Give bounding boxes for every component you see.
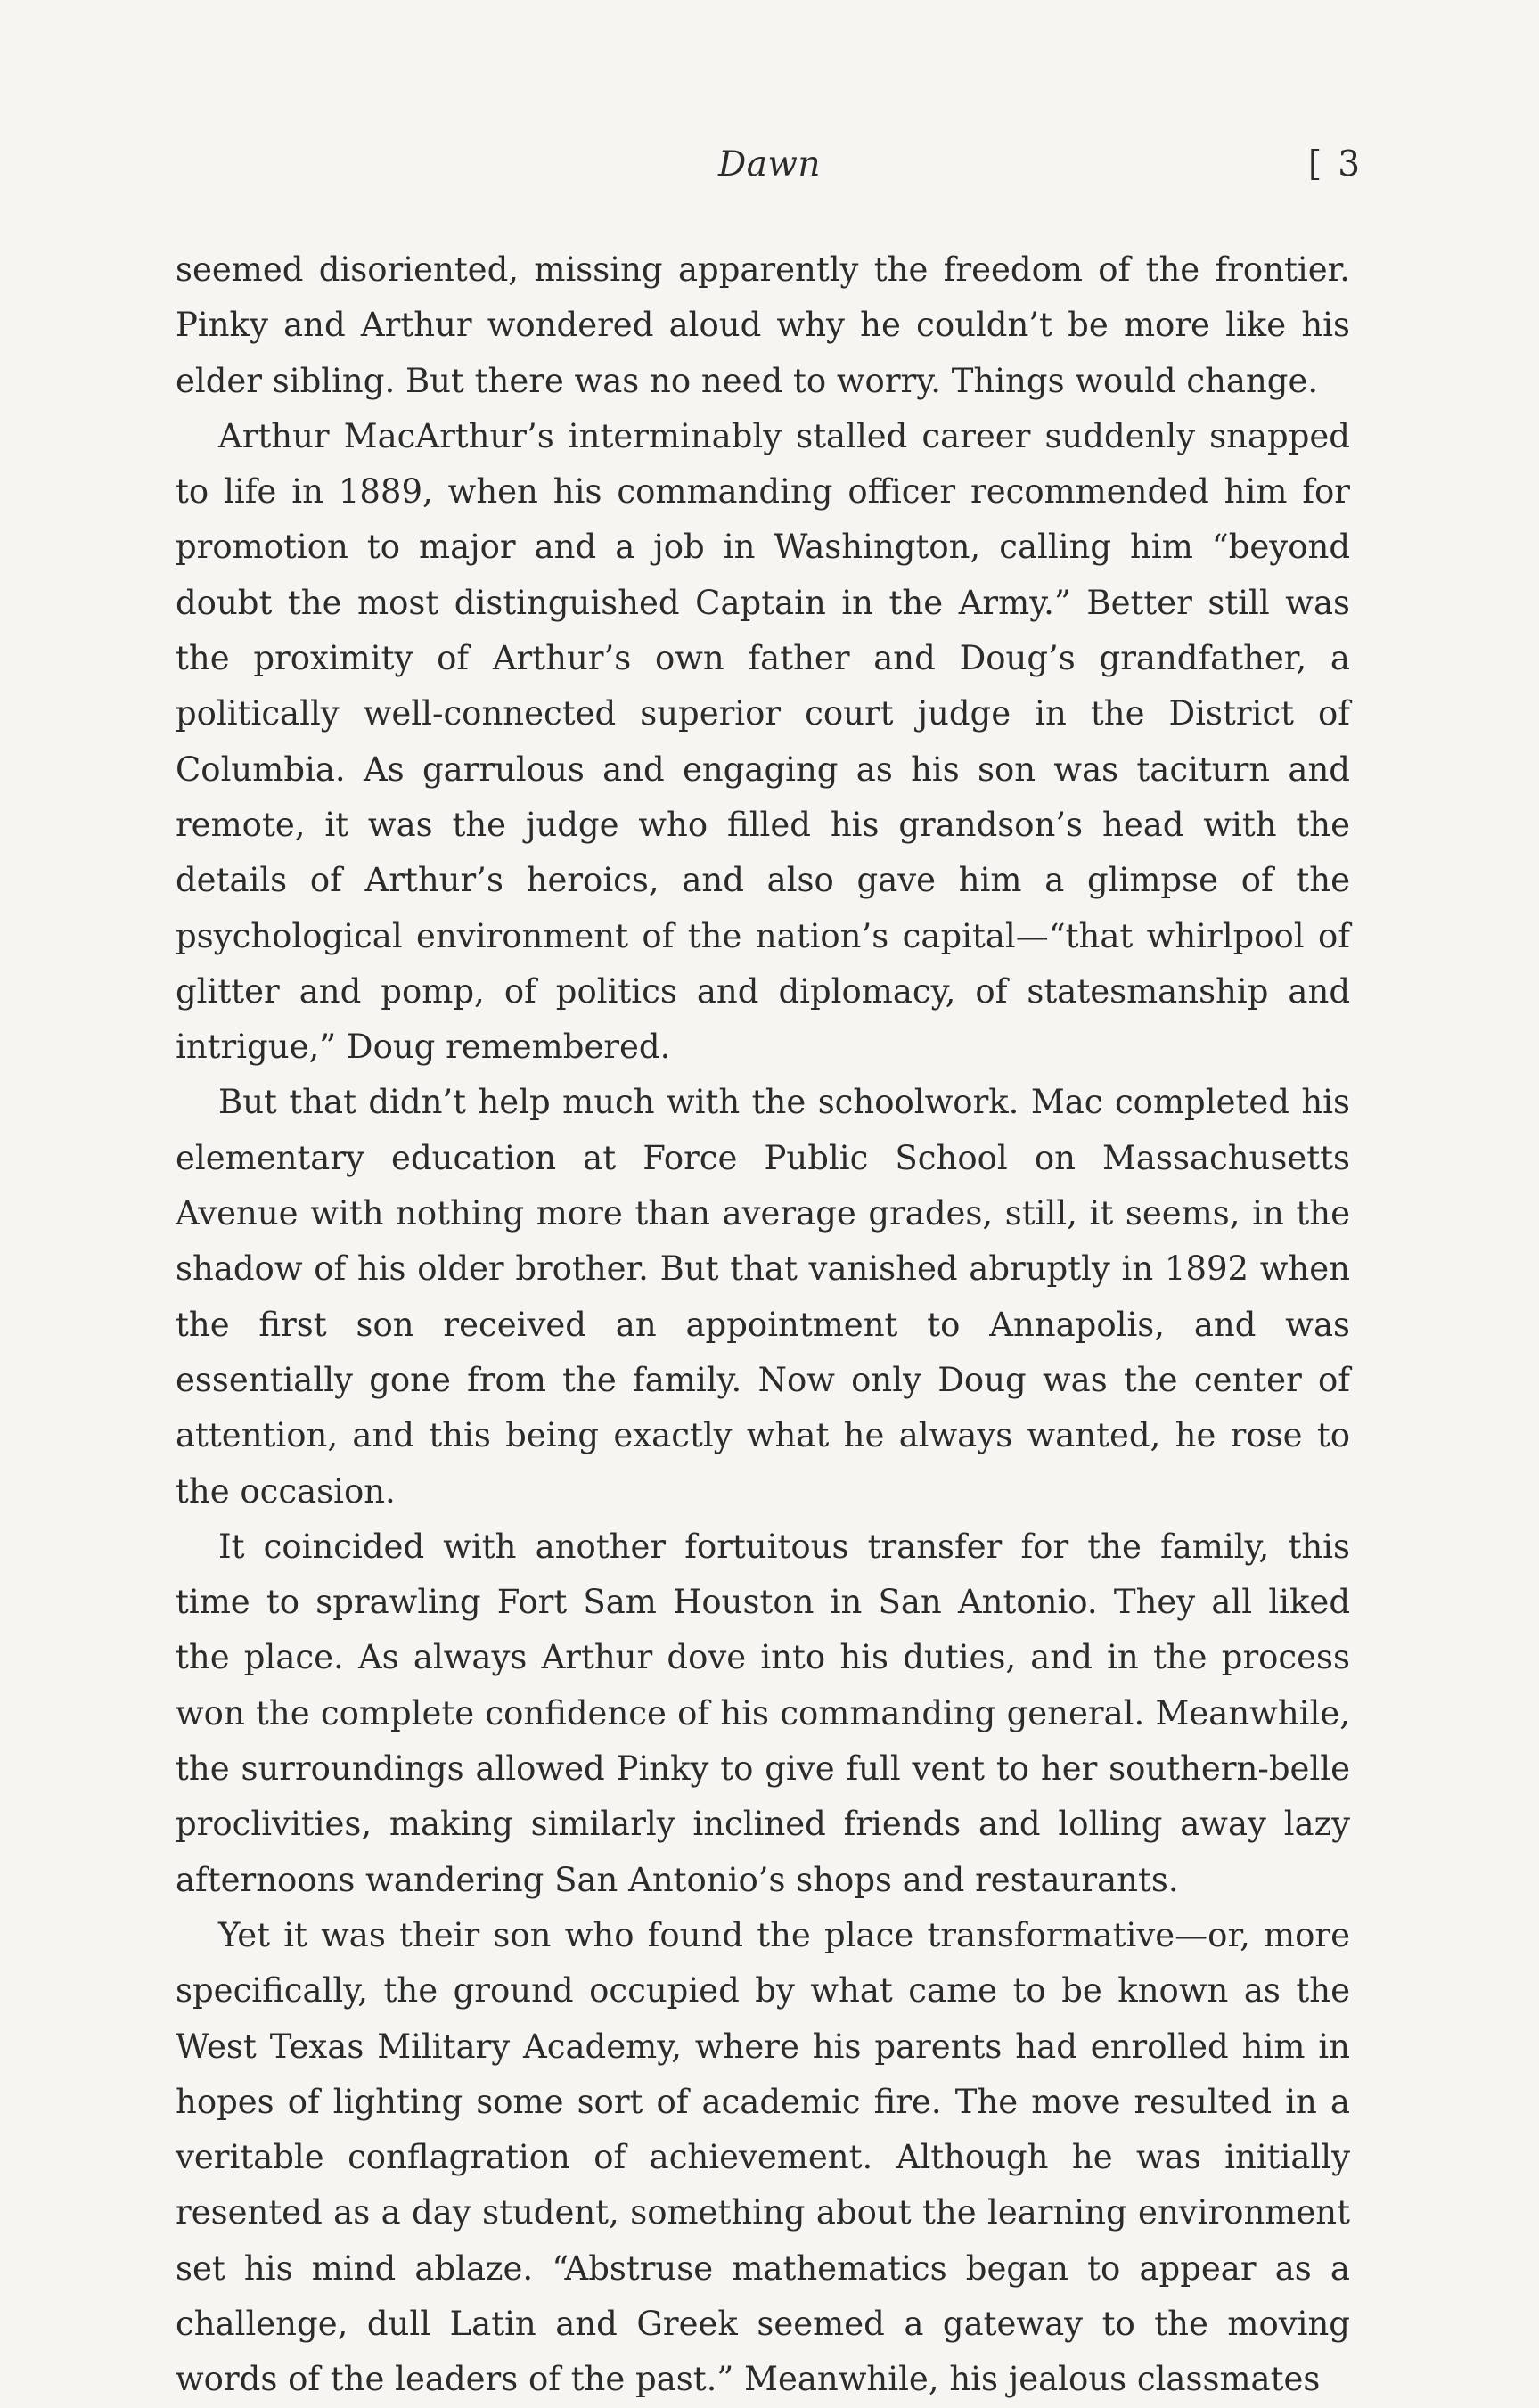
body-text: [176, 242, 1350, 2408]
paragraph-2: Arthur MacArthur’s interminably stalled career suddenly snapped to life in 1889, when his commanding officer recommended him for promotion to major and a job in Washington, calling him “beyond doubt the most distinguished Captain in the Army.” Better still was the proximity of Arthur’s own father and Doug’s grandfather, a politically well-connected superior court judge in the District of Columbia. As garrulous and engaging as his son was taciturn and remote, it was the judge who filled his grandson’s head with the details of Arthur’s heroics, and also gave him a glimpse of the psychological environment of the nation’s capital—“that whirlpool of glitter and pomp, of politics and diplomacy, of statesmanship and intrigue,” Doug remembered.: [176, 416, 1350, 1067]
paragraph-3: But that didn’t help much with the schoolwork. Mac completed his elementary education at Force Public School on Massachusetts Avenue with nothing more than average grades, still, it seems, in the shadow of his older brother. But that vanished abruptly in 1892 when the first son received an appointment to Annapolis, and was essentially gone from the family. Now only Doug was the center of attention, and this being exactly what he always wanted, he rose to the occasion.: [176, 1083, 1350, 1511]
paragraph-5: Yet it was their son who found the place transformative—or, more specifically, the ground occupied by what came to be known as the West Texas Military Academy, where his parents had enrolled him in hopes of lighting some sort of academic fire. The move resulted in a veritable conflagration of achievement. Although he was initially resented as a day student, something about the learning environment set his mind ablaze. “Abstruse mathematics began to appear as a challenge, dull Latin and Greek seemed a gateway to the moving words of the leaders of the past.” Meanwhile, his jealous classmates: [176, 1915, 1350, 2399]
paragraph-1: seemed disoriented, missing apparently the freedom of the frontier. Pinky and Arthur wondered aloud why he couldn’t be more like his elder sibling. But there was no need to worry. Things would change.: [176, 250, 1350, 400]
chapter-title: Dawn: [718, 144, 822, 184]
running-head: [0, 134, 1539, 196]
page-number: 3: [1338, 144, 1361, 184]
page-number-group: [1308, 144, 1360, 184]
paragraph-4: It coincided with another fortuitous transfer for the family, this time to sprawling Fort Sam Houston in San Antonio. They all liked the place. As always Arthur dove into his duties, and in the process won the complete confidence of his commanding general. Meanwhile, the surroundings allowed Pinky to give full vent to her southern-belle proclivities, making similarly inclined friends and lolling away lazy afternoons wandering San Antonio’s shops and restaurants.: [176, 1527, 1350, 1899]
page-bracket: [: [1308, 144, 1322, 184]
